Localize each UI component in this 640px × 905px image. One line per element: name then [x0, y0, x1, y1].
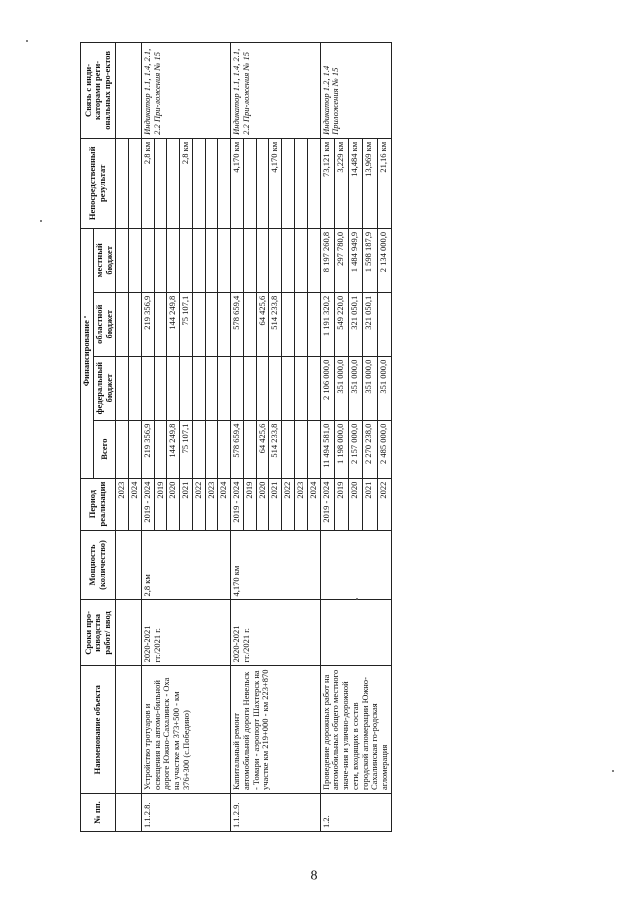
cell-local: [192, 228, 205, 292]
cell-local: 8 197 260,8: [320, 228, 334, 292]
cell-regional: [307, 292, 320, 356]
cell-federal: [295, 356, 308, 420]
table-row: [116, 43, 129, 832]
cell-terms: 2020-2021 гг./2021 г.: [231, 600, 320, 666]
cell-local: [256, 228, 269, 292]
cell-local: [205, 228, 218, 292]
cell-empty: [116, 530, 142, 600]
cell-name: Капитальный ремонт автомобильной дороги Невельск - Томари - аэропорт Шахтерск на участке км 219+000 - км 223+870: [231, 666, 320, 794]
cell-result: [218, 138, 231, 228]
cell-federal: 351 000,0: [377, 356, 391, 420]
cell-regional: 321 050,1: [349, 292, 363, 356]
cell-result: [205, 138, 218, 228]
cell-result: 4,170 км: [269, 138, 282, 228]
cell-federal: 351 000,0: [349, 356, 363, 420]
cell-total: 2 270 238,0: [363, 420, 377, 478]
cell-total: 64 425,6: [256, 420, 269, 478]
cell-period: 2023: [116, 478, 129, 530]
col-terms-header: Сроки про-изводства работ/ ввод: [81, 600, 116, 666]
cell-result: 21,16 км: [377, 138, 391, 228]
cell-empty: [116, 600, 142, 666]
cell-regional: [192, 292, 205, 356]
cell-result: [243, 138, 256, 228]
col-num-header: № пп.: [81, 794, 116, 832]
cell-name: Проведение дорожных работ на автомобильных общего местного значе-ния и улично-дорожной сети, входящих в состав городской агломерации Южно-Сахалинская го-родская агломерация: [320, 666, 391, 794]
header-row: [81, 43, 94, 832]
cell-period: 2019: [243, 478, 256, 530]
cell-link: Индикатор 1.1, 1.4, 2.1, 2.2 При-ложения № 15: [231, 43, 320, 139]
cell-federal: [269, 356, 282, 420]
cell-total: 1 198 000,0: [334, 420, 348, 478]
rotated-content: [60, 32, 580, 884]
cell-result: [295, 138, 308, 228]
cell-result: 2,8 км: [180, 138, 193, 228]
table-row: [320, 43, 334, 832]
scan-speck: [84, 316, 86, 318]
cell-period: 2024: [307, 478, 320, 530]
cell-period: 2019: [334, 478, 348, 530]
cell-federal: 2 106 000,0: [320, 356, 334, 420]
cell-terms: 2020-2021 гг./2021 г.: [141, 600, 230, 666]
cell-period: 2019 - 2024: [320, 478, 334, 530]
cell-regional: 321 050,1: [363, 292, 377, 356]
cell-total: [307, 420, 320, 478]
cell-regional: [295, 292, 308, 356]
cell-local: [154, 228, 167, 292]
cell-total: 514 233,8: [269, 420, 282, 478]
cell-period: 2020: [349, 478, 363, 530]
col-financing-header: Финансирование: [81, 228, 94, 478]
col-link-header: Связь с инди-каторами реги-ональных про-ектов: [81, 43, 116, 139]
scan-speck: [356, 598, 358, 600]
cell-total: [192, 420, 205, 478]
col-federal-header: федеральный бюджет: [93, 356, 116, 420]
cell-capacity: 4,170 км: [231, 530, 320, 600]
cell-local: [167, 228, 180, 292]
col-total-header: Всего: [93, 420, 116, 478]
cell-regional: [154, 292, 167, 356]
cell-total: [243, 420, 256, 478]
cell-result: [154, 138, 167, 228]
cell-result: 13,969 км: [363, 138, 377, 228]
cell-total: [282, 420, 295, 478]
scan-speck: [612, 770, 614, 772]
cell-link: Индикатор 1.2, 1.4 Приложения № 15: [320, 43, 391, 139]
cell-period: 2019: [154, 478, 167, 530]
cell-federal: [180, 356, 193, 420]
cell-local: 1 484 949,9: [349, 228, 363, 292]
cell-empty: [116, 43, 142, 139]
cell-total: 11 494 581,0: [320, 420, 334, 478]
cell-total: 578 659,4: [231, 420, 244, 478]
cell-local: [269, 228, 282, 292]
cell-regional: 578 659,4: [231, 292, 244, 356]
scan-speck: [40, 220, 42, 222]
cell-federal: [141, 356, 154, 420]
cell-regional: [282, 292, 295, 356]
cell-federal: [307, 356, 320, 420]
cell-local: [282, 228, 295, 292]
col-local-header: местный бюджет: [93, 228, 116, 292]
cell-federal: [256, 356, 269, 420]
cell-total: [154, 420, 167, 478]
cell-local: [243, 228, 256, 292]
scan-speck: [26, 40, 28, 42]
cell-result: [307, 138, 320, 228]
cell-local: 2 134 000,0: [377, 228, 391, 292]
cell-link: Индикатор 1.1, 1.4, 2.1, 2.2 При-ложения № 15: [141, 43, 230, 139]
cell-local: [295, 228, 308, 292]
cell-empty: [116, 794, 142, 832]
cell-period: 2021: [269, 478, 282, 530]
financing-table: [80, 42, 392, 832]
cell-period: 2020: [167, 478, 180, 530]
cell-local: [180, 228, 193, 292]
cell-regional: 219 356,9: [141, 292, 154, 356]
cell-num: 1.1.2.9.: [231, 794, 320, 832]
cell-regional: [377, 292, 391, 356]
cell-federal: [231, 356, 244, 420]
cell-federal: [167, 356, 180, 420]
table-row: [231, 43, 244, 832]
cell-total: 2 485 000,0: [377, 420, 391, 478]
cell-federal: [205, 356, 218, 420]
cell-total: [295, 420, 308, 478]
cell-regional: [243, 292, 256, 356]
cell-period: 2019 - 2024: [231, 478, 244, 530]
cell-period: 2023: [205, 478, 218, 530]
cell-result: 73,121 км: [320, 138, 334, 228]
cell-federal: [282, 356, 295, 420]
cell-period: 2019 - 2024: [141, 478, 154, 530]
cell-terms: [320, 600, 391, 666]
cell-result: 3,229 км: [334, 138, 348, 228]
col-regional-header: областной бюджет: [93, 292, 116, 356]
cell-total: 75 107,1: [180, 420, 193, 478]
cell-period: 2023: [295, 478, 308, 530]
cell-total: 2 157 000,0: [349, 420, 363, 478]
cell-result: 14,484 км: [349, 138, 363, 228]
cell-regional: [205, 292, 218, 356]
col-period-header: Период реализации: [81, 478, 116, 530]
cell-period: 2021: [180, 478, 193, 530]
cell-local: 1 598 187,9: [363, 228, 377, 292]
cell-empty: [116, 666, 142, 794]
cell-period: 2024: [218, 478, 231, 530]
cell-num: 1.2.: [320, 794, 391, 832]
cell-federal: [192, 356, 205, 420]
cell-result: [192, 138, 205, 228]
cell-result: [282, 138, 295, 228]
cell-regional: 514 233,8: [269, 292, 282, 356]
cell-regional: 549 220,0: [334, 292, 348, 356]
cell-regional: [218, 292, 231, 356]
cell-regional: 75 107,1: [180, 292, 193, 356]
cell-federal: 351 000,0: [363, 356, 377, 420]
cell-num: 1.1.2.8.: [141, 794, 230, 832]
cell-period: 2021: [363, 478, 377, 530]
cell-total: 144 249,8: [167, 420, 180, 478]
cell-local: 297 780,0: [334, 228, 348, 292]
table-row: [141, 43, 154, 832]
cell-regional: 1 191 320,2: [320, 292, 334, 356]
cell-period: 2024: [129, 478, 142, 530]
cell-local: [307, 228, 320, 292]
col-name-header: Наименование объекта: [81, 666, 116, 794]
cell-name: Устройство тротуаров и освещения на автомо-бильной дороге Южно-Сахалинск - Оха на участке км 373+500 - км 376+300 (с.Победино): [141, 666, 230, 794]
col-result-header: Непосредственный результат: [81, 138, 116, 228]
cell-period: 2022: [192, 478, 205, 530]
cell-regional: 64 425,6: [256, 292, 269, 356]
cell-capacity: 2,8 км: [141, 530, 230, 600]
cell-result: 4,170 км: [231, 138, 244, 228]
cell-result: [256, 138, 269, 228]
cell-total: [205, 420, 218, 478]
cell-period: 2022: [282, 478, 295, 530]
col-capacity-header: Мощность (количество): [81, 530, 116, 600]
cell-federal: 351 000,0: [334, 356, 348, 420]
cell-total: 219 356,9: [141, 420, 154, 478]
cell-period: 2020: [256, 478, 269, 530]
cell-federal: [154, 356, 167, 420]
cell-result: 2,8 км: [141, 138, 154, 228]
cell-local: [218, 228, 231, 292]
cell-local: [231, 228, 244, 292]
cell-regional: 144 249,8: [167, 292, 180, 356]
cell-local: [141, 228, 154, 292]
cell-total: [218, 420, 231, 478]
cell-period: 2022: [377, 478, 391, 530]
cell-federal: [218, 356, 231, 420]
page-number: 8: [310, 868, 318, 884]
cell-result: [167, 138, 180, 228]
cell-capacity: [320, 530, 391, 600]
cell-federal: [243, 356, 256, 420]
